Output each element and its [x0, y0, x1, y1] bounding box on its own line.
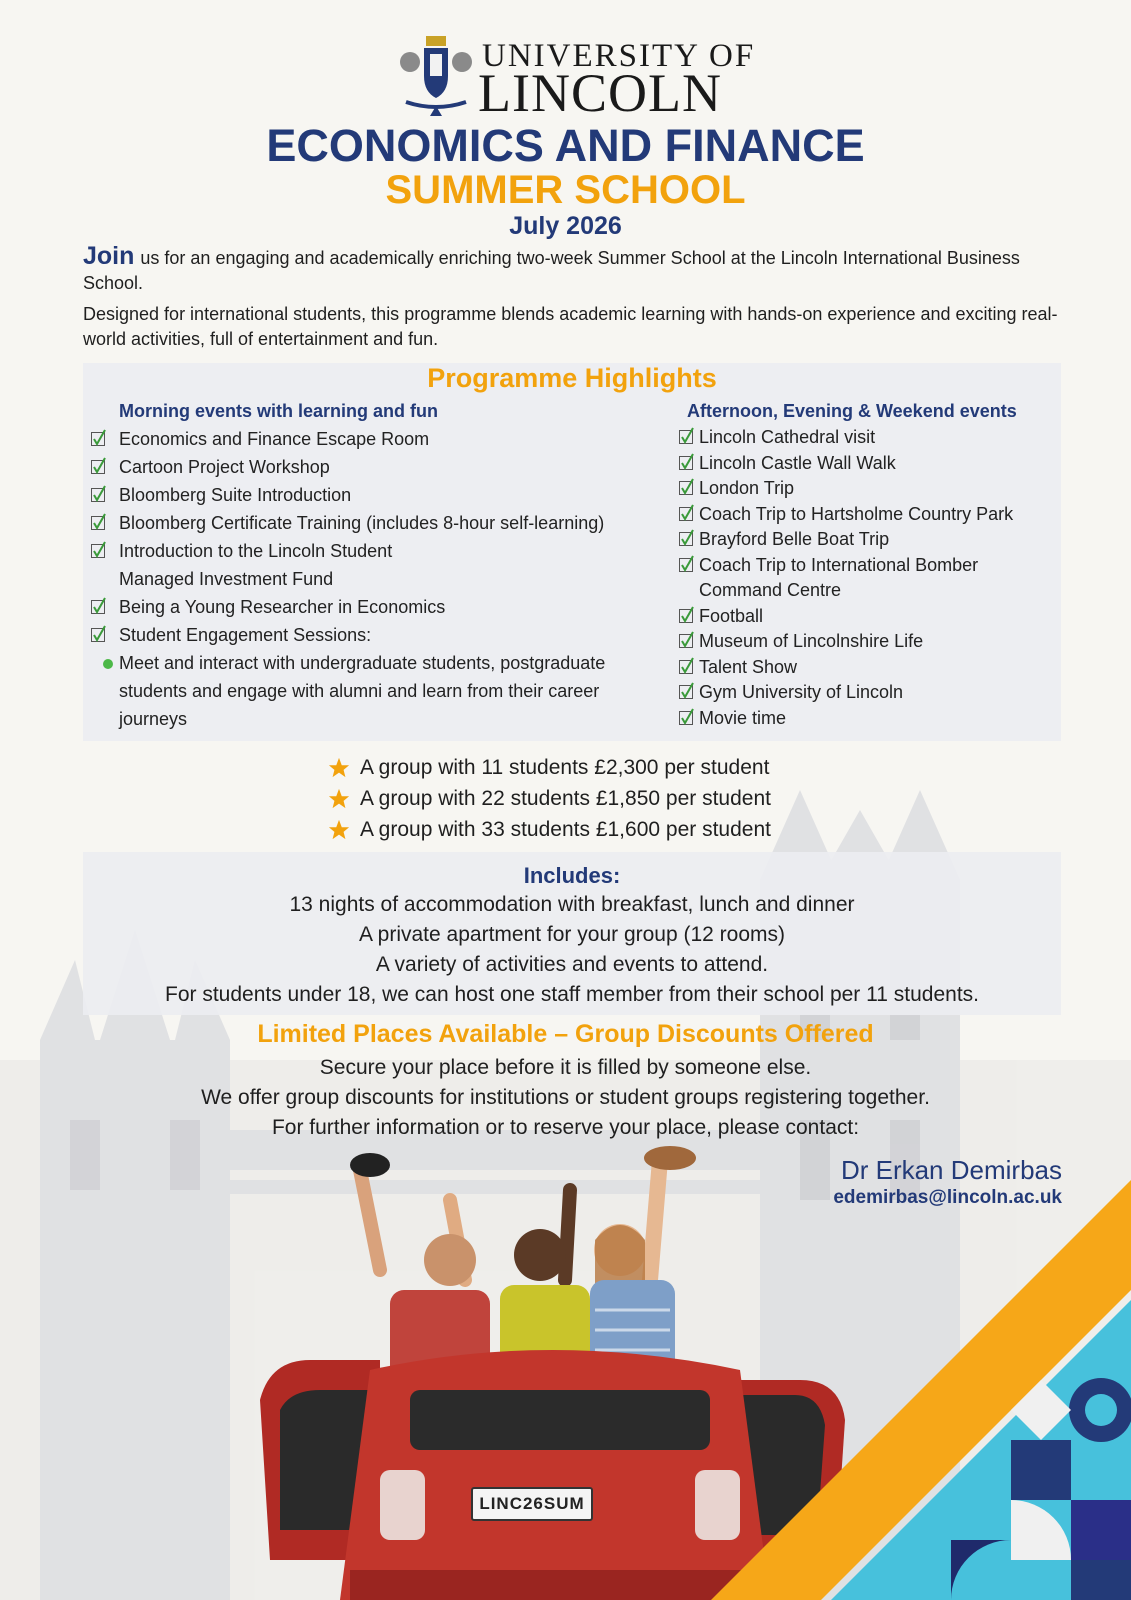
- checkbox-tick-icon: [679, 453, 695, 471]
- contact-email-link[interactable]: edemirbas@lincoln.ac.uk: [833, 1187, 1062, 1208]
- bullet-dot-icon: [103, 659, 113, 669]
- geometric-corner-decoration: [711, 1180, 1131, 1600]
- price-item: A group with 11 students £2,300 per student: [328, 752, 771, 783]
- contact-name: Dr Erkan Demirbas: [840, 1155, 1062, 1185]
- checkbox-tick-icon: [679, 657, 695, 675]
- checkbox-tick-icon: [679, 708, 695, 726]
- afternoon-events: [679, 401, 1059, 731]
- list-item: Economics and Finance Escape Room: [91, 425, 661, 453]
- list-item: Brayford Belle Boat Trip: [679, 527, 1059, 553]
- intro-paragraph-2: Designed for international students, this programme blends academic learning with hands-on experience and exciting real-world activities, full of entertainment and fun.: [83, 304, 1058, 349]
- list-item: Movie time: [679, 706, 1059, 732]
- list-item: Introduction to the Lincoln Student: [91, 537, 661, 565]
- checkbox-tick-icon: [91, 485, 107, 503]
- list-item: Lincoln Castle Wall Walk: [679, 451, 1059, 477]
- checkbox-tick-icon: [91, 457, 107, 475]
- cta-line: Secure your place before it is filled by someone else.: [319, 1056, 812, 1079]
- price-item: A group with 33 students £1,600 per student: [328, 814, 771, 845]
- sub-list-item-continued: journeys: [119, 709, 188, 729]
- star-icon: [328, 757, 350, 779]
- limited-places-headline: Limited Places Available – Group Discounts Offered: [257, 1020, 874, 1048]
- checkbox-tick-icon: [91, 429, 107, 447]
- logo-text-top: UNIVERSITY OF: [482, 38, 756, 74]
- morning-events: [91, 401, 661, 733]
- intro-text-1: us for an engaging and academically enriching two-week Summer School at the Lincoln International Business School.: [83, 248, 1020, 293]
- list-item-continued: Command Centre: [699, 580, 842, 600]
- programme-highlights: [83, 363, 1061, 741]
- list-item: Gym University of Lincoln: [679, 680, 1059, 706]
- list-item: Bloomberg Suite Introduction: [91, 481, 661, 509]
- checkbox-tick-icon: [679, 631, 695, 649]
- sub-list-item-continued: students and engage with alumni and learn from their career: [119, 681, 600, 701]
- includes-line: For students under 18, we can host one staff member from their school per 11 students.: [165, 983, 979, 1006]
- event-date: July 2026: [509, 212, 622, 240]
- university-logo: [396, 30, 756, 123]
- includes-line: A variety of activities and events to attend.: [375, 953, 769, 976]
- checkbox-tick-icon: [679, 682, 695, 700]
- checkbox-tick-icon: [679, 606, 695, 624]
- sub-list-item: Meet and interact with undergraduate students, postgraduate: [91, 649, 661, 677]
- includes-line: 13 nights of accommodation with breakfast, lunch and dinner: [289, 893, 855, 916]
- checkbox-tick-icon: [679, 555, 695, 573]
- crest-icon: [396, 30, 476, 120]
- checkbox-tick-icon: [91, 541, 107, 559]
- afternoon-heading: Afternoon, Evening & Weekend events: [687, 401, 1017, 421]
- checkbox-tick-icon: [679, 529, 695, 547]
- call-to-action: [0, 1053, 1131, 1143]
- star-icon: [328, 819, 350, 841]
- includes-line: A private apartment for your group (12 rooms): [358, 923, 786, 946]
- checkbox-tick-icon: [91, 597, 107, 615]
- join-word: Join: [83, 242, 135, 270]
- checkbox-tick-icon: [679, 504, 695, 522]
- list-item: Bloomberg Certificate Training (includes 8-hour self-learning): [91, 509, 661, 537]
- title-line1: ECONOMICS AND FINANCE: [266, 120, 865, 171]
- pricing-list: [328, 752, 771, 845]
- highlights-title: Programme Highlights: [427, 363, 717, 393]
- morning-heading: Morning events with learning and fun: [119, 401, 439, 421]
- cta-line: We offer group discounts for institutions or student groups registering together.: [201, 1086, 930, 1109]
- list-item: Football: [679, 604, 1059, 630]
- star-icon: [328, 788, 350, 810]
- list-item: Cartoon Project Workshop: [91, 453, 661, 481]
- includes-title: Includes:: [523, 863, 621, 888]
- intro-paragraph-1: [83, 244, 1063, 296]
- title-line2: SUMMER SCHOOL: [385, 168, 746, 212]
- cta-line: For further information or to reserve your place, please contact:: [271, 1116, 860, 1139]
- checkbox-tick-icon: [91, 513, 107, 531]
- list-item: Student Engagement Sessions:: [91, 621, 661, 649]
- checkbox-tick-icon: [679, 478, 695, 496]
- list-item: Being a Young Researcher in Economics: [91, 593, 661, 621]
- logo-text-main: LINCOLN: [478, 63, 722, 123]
- list-item-continued: Managed Investment Fund: [119, 569, 334, 589]
- includes-panel: [83, 852, 1061, 1015]
- list-item: Lincoln Cathedral visit: [679, 425, 1059, 451]
- intro: [83, 244, 1063, 358]
- price-item: A group with 22 students £1,850 per student: [328, 783, 771, 814]
- checkbox-tick-icon: [91, 625, 107, 643]
- list-item: Coach Trip to Hartsholme Country Park: [679, 502, 1059, 528]
- list-item: Museum of Lincolnshire Life: [679, 629, 1059, 655]
- list-item: Talent Show: [679, 655, 1059, 681]
- list-item: London Trip: [679, 476, 1059, 502]
- license-plate: LINC26SUM: [471, 1487, 593, 1521]
- checkbox-tick-icon: [679, 427, 695, 445]
- list-item: Coach Trip to International Bomber: [679, 553, 1059, 579]
